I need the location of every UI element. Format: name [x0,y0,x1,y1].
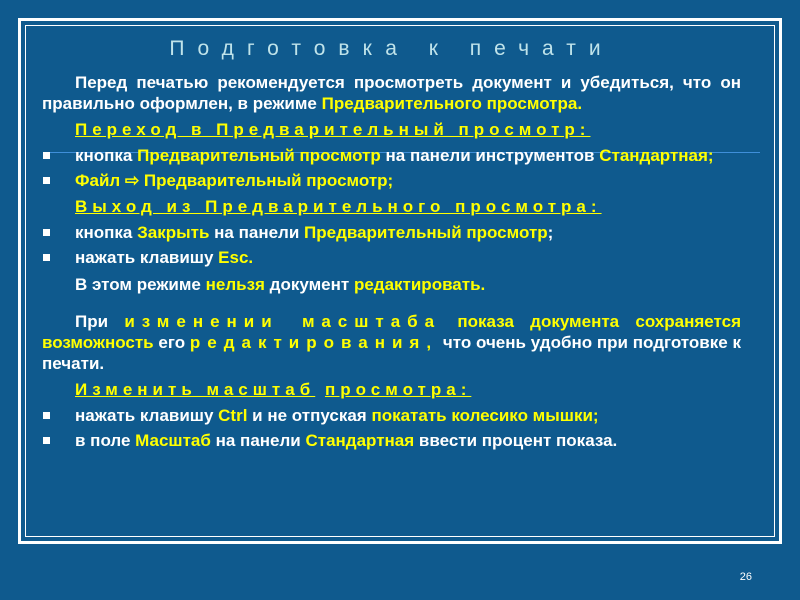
list-item: кнопка Предварительный просмотр на панели инструментов Стандартная; [42,145,741,166]
bullet-square-icon [43,254,50,261]
slide-content [42,36,741,455]
list-item: в поле Масштаб на панели Стандартная ввести процент показа. [42,430,741,451]
bullet-square-icon [43,229,50,236]
zoom-paragraph: При изменении масштаба показа документа сохраняется возможность его редактирования, что очень удобно при подготовке к печати. [42,312,741,373]
bullet-square-icon [43,177,50,184]
list-item: нажать клавишу Esc. [42,247,741,268]
edit-note: В этом режиме нельзя документ редактировать. [75,275,486,294]
bullet-square-icon [43,152,50,159]
page-number: 26 [739,571,752,583]
list-item: нажать клавишу Ctrl и не отпуская покатать колесико мышки; [42,405,741,426]
bullet-square-icon [43,412,50,419]
bullet-square-icon [43,437,50,444]
list-item: Файл ⇨ Предварительный просмотр; [42,170,741,191]
intro-paragraph: Перед печатью рекомендуется просмотреть документ и убедиться, что он правильно оформлен, в режиме Предварительного просмотра. [42,73,741,113]
list-item: кнопка Закрыть на панели Предварительный просмотр; [42,222,741,243]
section-heading-change-zoom: Изменить масштаб просмотра: [75,380,472,399]
section-heading-exit-preview: Выход из Предварительного просмотра: [75,197,602,216]
section-heading-enter-preview: Переход в Предварительный просмотр: [75,120,591,139]
slide-title: Подготовка к печати [169,37,614,60]
